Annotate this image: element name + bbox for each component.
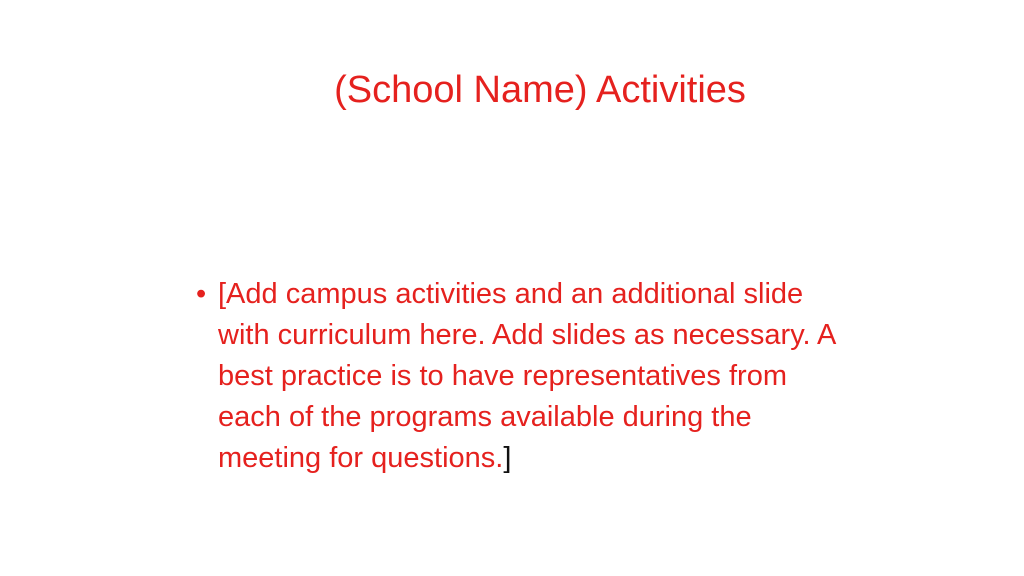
bullet-dot-icon: • bbox=[196, 278, 207, 310]
bullet-text: [Add campus activities and an additional slide with curriculum here. Add slides as necessary. A best practice is to have representatives from each of the programs available during the meeting for questions. bbox=[218, 278, 835, 474]
bullet-list bbox=[196, 274, 856, 479]
bullet-closing-bracket: ] bbox=[503, 442, 512, 474]
bullet-item bbox=[196, 274, 856, 479]
slide-title: (School Name) Activities bbox=[334, 69, 746, 111]
